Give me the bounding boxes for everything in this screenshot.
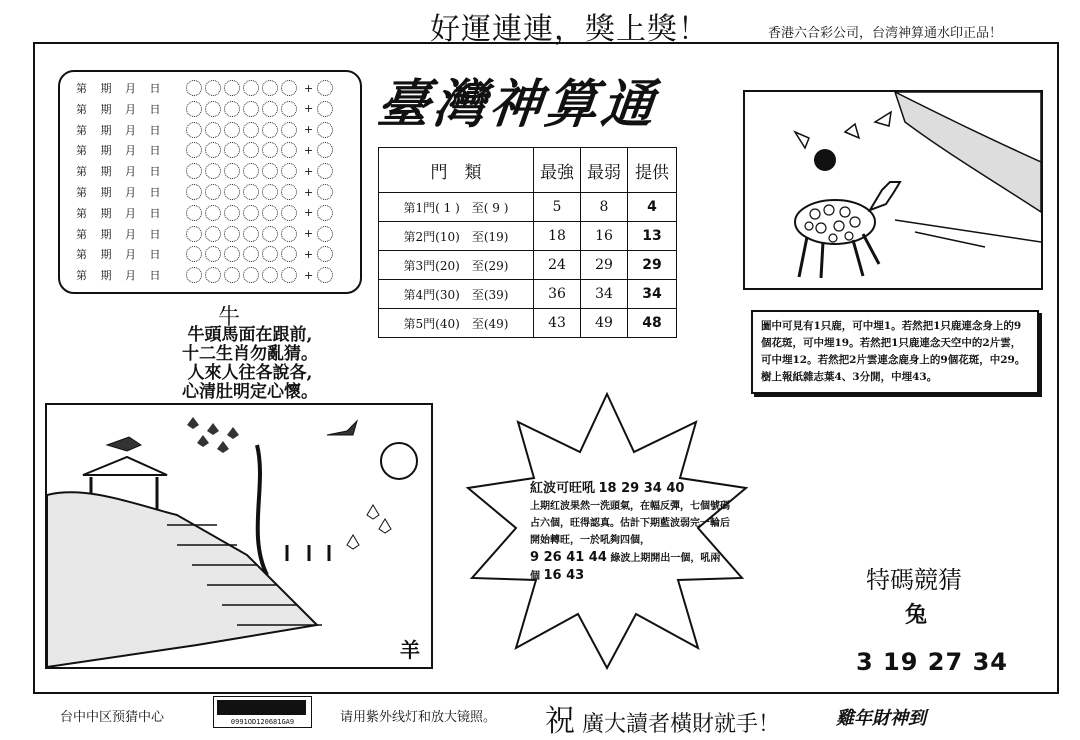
number-circle[interactable] [262,205,278,221]
number-circle[interactable] [262,122,278,138]
header-category: 門 類 [379,148,534,193]
grid-row [76,120,336,140]
grid-row [76,140,336,160]
grid-row [76,78,336,98]
number-circle[interactable] [186,267,202,283]
burst-numbers-3: 16 43 [543,568,585,583]
weak-value: 29 [581,251,628,280]
number-circle[interactable] [243,142,259,158]
number-circle[interactable] [262,163,278,179]
number-circle[interactable] [281,246,297,262]
grid-row-label: 第 期 月 日 [76,206,166,220]
offer-value: 48 [628,309,677,338]
plus-sign: + [304,185,314,199]
number-circle[interactable] [224,122,240,138]
grid-row-label: 第 期 月 日 [76,165,166,179]
grid-row-label: 第 期 月 日 [76,227,166,241]
deer-illustration [743,90,1043,290]
poem-line: 十二生肖勿亂猜。 [182,344,318,364]
number-circle[interactable] [224,205,240,221]
burst-numbers-1: 18 29 34 40 [598,481,685,496]
number-circle[interactable] [317,226,333,242]
number-circle[interactable] [224,267,240,283]
offer-value: 4 [628,193,677,222]
table-row [379,222,677,251]
plus-sign: + [304,164,314,178]
barcode-text: 0991OD120681GA9 [230,718,295,726]
blessing-char: 祝 [545,704,575,739]
pavilion-illustration [45,403,433,669]
burst-line1: 紅波可旺吼 [530,481,596,496]
poem-line: 牛頭馬面在跟前, [187,325,313,345]
special-title: 特碼競猜 [866,566,962,594]
barcode [213,696,312,728]
number-circle[interactable] [224,163,240,179]
plus-sign: + [304,102,314,116]
barcode-bar [217,700,306,715]
burst-line2 [530,549,730,585]
header-strongest: 最強 [534,148,581,193]
number-circle[interactable] [205,246,221,262]
year-slogan: 雞年財神到 [836,708,926,729]
number-circle[interactable] [262,184,278,200]
weak-value: 49 [581,309,628,338]
watermark-note: 香港六合彩公司，台湾神算通水印正品！ [768,26,1003,41]
number-circle[interactable] [205,122,221,138]
special-zodiac: 兔 [905,602,928,628]
number-circle[interactable] [281,101,297,117]
starburst-text [530,480,730,585]
number-circle[interactable] [262,142,278,158]
door-range: 第3門(20) 至(29) [379,251,534,280]
number-circle[interactable] [224,142,240,158]
poem-line: 人來人往各說各, [187,363,313,383]
burst-headline [530,480,730,498]
number-circle[interactable] [224,80,240,96]
number-circle[interactable] [224,184,240,200]
table-row [379,309,677,338]
plus-sign: + [304,247,314,261]
grid-row-label: 第 期 月 日 [76,269,166,283]
number-circle[interactable] [262,80,278,96]
number-circle[interactable] [205,80,221,96]
door-range: 第4門(30) 至(39) [379,280,534,309]
table-row [379,251,677,280]
number-circle[interactable] [243,163,259,179]
number-circle[interactable] [281,142,297,158]
door-range: 第5門(40) 至(49) [379,309,534,338]
grid-row [76,161,336,181]
number-circle[interactable] [186,226,202,242]
grid-row-label: 第 期 月 日 [76,144,166,158]
number-circle[interactable] [317,142,333,158]
weak-value: 16 [581,222,628,251]
number-circle[interactable] [317,101,333,117]
plus-sign: + [304,227,314,241]
strong-value: 24 [534,251,581,280]
number-circle[interactable] [205,184,221,200]
page-title: 臺灣神算通 [374,74,661,135]
door-type-table [378,147,677,338]
number-circle[interactable] [281,267,297,283]
number-circle[interactable] [186,163,202,179]
strong-value: 43 [534,309,581,338]
strong-value: 36 [534,280,581,309]
number-circle[interactable] [186,101,202,117]
number-circle[interactable] [243,267,259,283]
offer-value: 29 [628,251,677,280]
table-header-row [379,148,677,193]
number-circle[interactable] [262,226,278,242]
door-range: 第2門(10) 至(19) [379,222,534,251]
number-circle[interactable] [205,205,221,221]
number-circle[interactable] [186,246,202,262]
number-circle[interactable] [186,80,202,96]
table-row [379,193,677,222]
number-circle[interactable] [281,205,297,221]
door-range: 第1門( 1 ) 至( 9 ) [379,193,534,222]
number-circle[interactable] [243,122,259,138]
number-circle[interactable] [262,267,278,283]
number-circle[interactable] [243,205,259,221]
number-circle[interactable] [186,205,202,221]
number-circle[interactable] [262,101,278,117]
number-circle[interactable] [317,122,333,138]
grid-row-label: 第 期 月 日 [76,248,166,262]
poem-zodiac: 牛 [218,305,241,330]
number-circle[interactable] [205,142,221,158]
weak-value: 34 [581,280,628,309]
number-circle[interactable] [281,80,297,96]
grid-row [76,265,336,285]
grid-row [76,224,336,244]
special-numbers: 3 19 27 34 [856,648,1008,676]
grid-row-label: 第 期 月 日 [76,186,166,199]
number-circle[interactable] [281,163,297,179]
number-circle[interactable] [224,246,240,262]
plus-sign: + [304,81,314,95]
plus-sign: + [304,268,314,282]
number-circle[interactable] [281,122,297,138]
number-circle[interactable] [205,267,221,283]
grid-row [76,244,336,264]
burst-body2: 綠波上期開出一個，吼兩個 [530,553,721,582]
burst-body: 上期红波果然一洗頭氣，在幅反彈，七個號碼占六個，旺得認真。估計下期藍波弱完一輪后開始轉旺，一於吼夠四個， [530,501,730,546]
number-circle[interactable] [224,101,240,117]
number-circle[interactable] [186,142,202,158]
offer-value: 34 [628,280,677,309]
blessing [545,696,780,740]
grid-row-label: 第 期 月 日 [76,102,166,116]
strong-value: 18 [534,222,581,251]
number-circle[interactable] [243,226,259,242]
number-circle[interactable] [317,205,333,221]
offer-value: 13 [628,222,677,251]
grid-row [76,99,336,119]
grid-row [76,203,336,223]
weak-value: 8 [581,193,628,222]
number-circle[interactable] [317,184,333,200]
burst-numbers-2: 9 26 41 44 [530,550,607,565]
plus-sign: + [304,123,314,137]
number-circle[interactable] [317,80,333,96]
number-circle[interactable] [262,246,278,262]
number-circle[interactable] [205,226,221,242]
grid-row-label: 第 期 月 日 [76,82,166,95]
plus-sign: + [304,206,314,220]
pavilion-drawing [47,405,431,667]
grid-row-label: 第 期 月 日 [76,123,166,137]
top-slogan: 好運連連，獎上獎！ [430,12,709,47]
number-circle[interactable] [243,246,259,262]
number-circle[interactable] [205,163,221,179]
poem-line: 心清肚明定心懷。 [182,382,318,402]
center-name: 台中中区预猜中心 [60,710,165,725]
number-circle[interactable] [317,246,333,262]
number-circle[interactable] [224,226,240,242]
number-circle[interactable] [243,184,259,200]
poem [170,326,330,402]
number-circle[interactable] [186,122,202,138]
blessing-text: 廣大讀者橫財就手！ [582,712,781,737]
number-circle[interactable] [205,101,221,117]
number-circle[interactable] [243,101,259,117]
uv-note: 请用紫外线灯和放大镜照。 [340,710,497,725]
grid-row [76,182,336,202]
plus-sign: + [304,143,314,157]
number-circle[interactable] [186,184,202,200]
number-circle[interactable] [281,226,297,242]
lottery-entry-grid [58,70,362,294]
number-circle[interactable] [317,267,333,283]
header-offer: 提供 [628,148,677,193]
strong-value: 5 [534,193,581,222]
goat-zodiac-label: 羊 [400,638,420,662]
hint-box: 圖中可見有1只鹿，可中埋1。若然把1只鹿連念身上的9個花斑，可中埋19。若然把1只鹿連念天空中的2片雲，可中埋12。若然把2片雲連念鹿身上的9個花斑，中29。樹上報紙雜志葉4、3分開，中埋43。 [751,310,1039,394]
number-circle[interactable] [243,80,259,96]
number-circle[interactable] [281,184,297,200]
deer-drawing [745,92,1041,288]
table-row [379,280,677,309]
header-weakest: 最弱 [581,148,628,193]
number-circle[interactable] [317,163,333,179]
